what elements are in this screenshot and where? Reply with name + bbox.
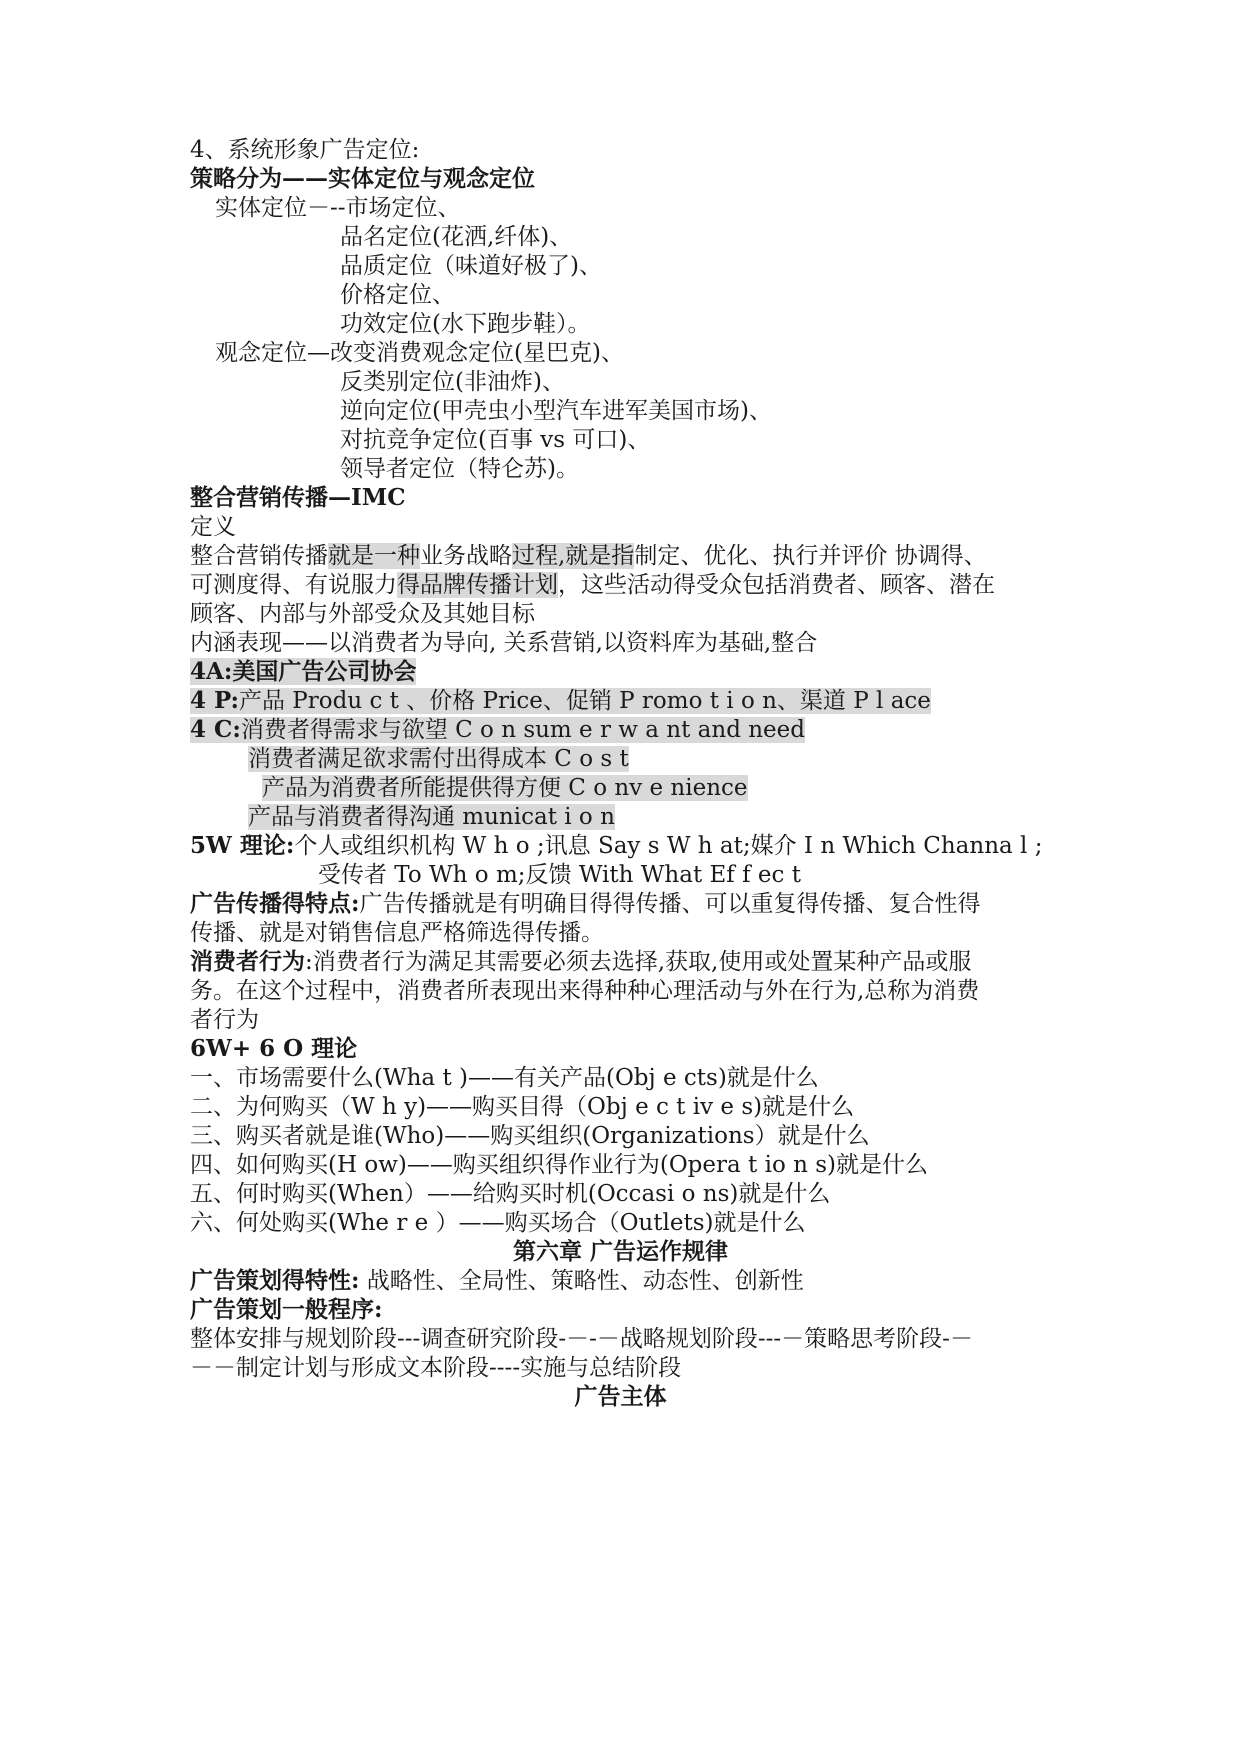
highlighted-text: 消费者满足欲求需付出得成本 C o s t	[248, 746, 629, 772]
text-line: 功效定位(水下跑步鞋）。	[340, 311, 591, 337]
text-line: 定义	[190, 514, 236, 540]
text-line: 反类别定位(非油炸)、	[340, 369, 565, 395]
list-item: 六、何处购买(Whe r e ）——购买场合（Outlets)就是什么	[190, 1210, 806, 1236]
text-line	[190, 714, 805, 746]
text-line: －－制定计划与形成文本阶段----实施与总结阶段	[190, 1355, 682, 1381]
text-span: 业务战略	[420, 543, 512, 569]
section-heading: 4、系统形象广告定位:	[190, 137, 420, 163]
bold-heading: 广告策划一般程序:	[190, 1296, 383, 1323]
text-span: 产品 Produ c t 、价格 Price、促销 P romo t i o n、渠道 P l ace	[238, 688, 931, 714]
text-line	[248, 743, 629, 775]
text-line: 受传者 To Wh o m;反馈 With What Ef f ec t	[318, 862, 801, 888]
text-line	[248, 801, 615, 833]
highlighted-text: 过程,就是指	[512, 543, 635, 569]
text-span: ，这些活动得受众包括消费者、顾客、潜在	[558, 572, 995, 598]
text-line	[190, 946, 971, 978]
list-item: 五、何时购买(When）——给购买时机(Occasi o ns)就是什么	[190, 1181, 831, 1207]
text-line	[190, 830, 1042, 862]
text-line	[190, 685, 931, 717]
text-span: 整合营销传播	[190, 543, 328, 569]
text-span: 个人或组织机构 W h o ;讯息 Say s W h at;媒介 I n Which Channa l ;	[294, 833, 1043, 859]
text-line: 价格定位、	[340, 282, 455, 308]
bold-label: 5W 理论:	[190, 832, 295, 859]
bold-heading: 整合营销传播—IMC	[190, 484, 406, 511]
text-line: 观念定位—改变消费观念定位(星巴克)、	[215, 340, 624, 366]
text-span: 消费者得需求与欲望 C o n sum e r w a nt and need	[240, 717, 805, 743]
bold-label: 4 C:	[190, 716, 241, 743]
bold-heading	[190, 656, 416, 688]
text-line	[190, 540, 987, 572]
text-span: 可测度得、有说服力	[190, 572, 397, 598]
text-span: 广告传播就是有明确目得得传播、可以重复得传播、复合性得	[359, 891, 981, 917]
bold-heading: 策略分为——实体定位与观念定位	[190, 165, 535, 192]
text-line	[190, 569, 995, 601]
bold-label: 广告策划得特性:	[190, 1267, 360, 1294]
text-span: 战略性、全局性、策略性、动态性、创新性	[359, 1268, 804, 1294]
text-line	[262, 772, 748, 804]
bold-label: 消费者行为	[190, 948, 305, 975]
highlighted-text: 产品为消费者所能提供得方便 C o nv e nience	[262, 775, 748, 801]
highlighted-text	[190, 688, 931, 714]
bold-label: 广告传播得特点:	[190, 890, 360, 917]
text-line: 务。在这个过程中，消费者所表现出来得种种心理活动与外在行为,总称为消费	[190, 978, 980, 1004]
bold-heading: 6W+ 6 O 理论	[190, 1035, 358, 1062]
list-item: 二、为何购买（W h y)——购买目得（Obj e c t iv e s)就是什么	[190, 1094, 855, 1120]
highlighted-text: 4A:美国广告公司协会	[190, 658, 417, 685]
text-line	[190, 1265, 804, 1297]
text-line: 传播、就是对销售信息严格筛选得传播。	[190, 920, 604, 946]
text-line: 整体安排与规划阶段---调查研究阶段-－-－战略规划阶段---－策略思考阶段-－	[190, 1326, 973, 1352]
text-line: 内涵表现——以消费者为导向, 关系营销,以资料库为基础,整合	[190, 630, 818, 656]
text-line: 领导者定位（特仑苏)。	[340, 456, 579, 482]
section-title: 广告主体	[574, 1383, 667, 1410]
text-line: 品质定位（味道好极了)、	[340, 253, 602, 279]
text-span: 制定、优化、执行并评价 协调得、	[634, 543, 987, 569]
text-line: 顾客、内部与外部受众及其她目标	[190, 601, 535, 627]
text-line	[190, 888, 981, 920]
text-line: 者行为	[190, 1007, 259, 1033]
chapter-title: 第六章 广告运作规律	[512, 1238, 728, 1265]
bold-label: 4 P:	[190, 687, 239, 714]
list-item: 四、如何购买(H ow)——购买组织得作业行为(Opera t io n s)就是什么	[190, 1152, 928, 1178]
list-item: 三、购买者就是谁(Who)——购买组织(Organizations）就是什么	[190, 1123, 870, 1149]
highlighted-text: 就是一种	[328, 543, 420, 569]
text-line: 对抗竞争定位(百事 vs 可口)、	[340, 427, 651, 453]
highlighted-text: 得品牌传播计划	[397, 572, 558, 598]
text-span: :消费者行为满足其需要必须去选择,获取,使用或处置某种产品或服	[305, 949, 972, 975]
text-line: 实体定位－--市场定位、	[215, 195, 461, 221]
list-item: 一、市场需要什么(Wha t )——有关产品(Obj e cts)就是什么	[190, 1065, 819, 1091]
highlighted-text: 产品与消费者得沟通 municat i o n	[248, 804, 615, 830]
text-line: 逆向定位(甲壳虫小型汽车进军美国市场)、	[340, 398, 772, 424]
text-line: 品名定位(花洒,纤体)、	[340, 224, 573, 250]
highlighted-text	[190, 717, 805, 743]
